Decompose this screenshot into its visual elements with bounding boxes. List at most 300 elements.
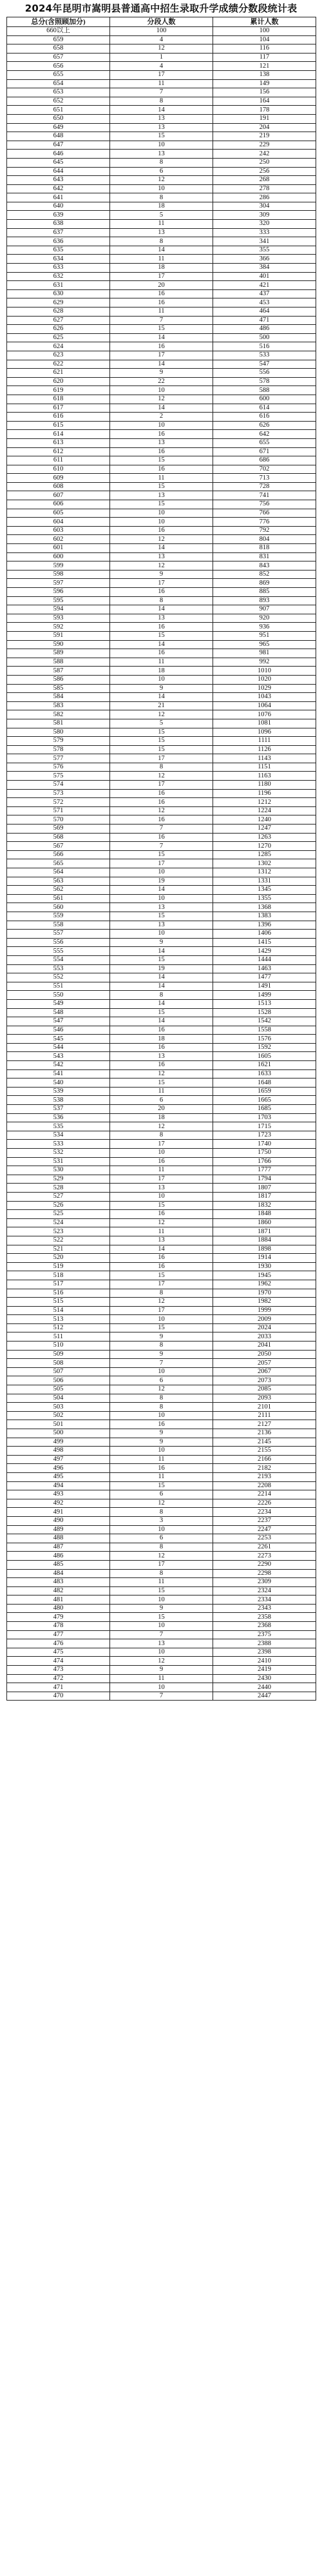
table-row (7, 184, 316, 193)
cell-cumulative-count: 1970 (213, 1289, 316, 1298)
cell-cumulative-count: 1914 (213, 1254, 316, 1263)
cell-cumulative-count: 2375 (213, 1630, 316, 1639)
cell-cumulative-count: 138 (213, 70, 316, 79)
cell-total-score: 537 (7, 1105, 110, 1114)
cell-cumulative-count: 1962 (213, 1280, 316, 1289)
cell-total-score: 580 (7, 728, 110, 737)
cell-segment-count: 14 (110, 246, 213, 255)
table-row (7, 552, 316, 561)
table-row (7, 298, 316, 307)
cell-cumulative-count: 1633 (213, 1069, 316, 1078)
cell-cumulative-count: 2208 (213, 1481, 316, 1490)
cell-cumulative-count: 1143 (213, 754, 316, 763)
cell-segment-count: 17 (110, 70, 213, 79)
cell-segment-count: 5 (110, 719, 213, 728)
cell-total-score: 553 (7, 964, 110, 973)
cell-cumulative-count: 1817 (213, 1192, 316, 1201)
table-row (7, 1411, 316, 1420)
cell-total-score: 503 (7, 1403, 110, 1412)
cell-total-score: 653 (7, 88, 110, 97)
cell-segment-count: 16 (110, 430, 213, 439)
cell-total-score: 650 (7, 114, 110, 123)
cell-segment-count: 13 (110, 491, 213, 500)
cell-cumulative-count: 1163 (213, 772, 316, 781)
cell-cumulative-count: 2073 (213, 1376, 316, 1385)
cell-cumulative-count: 401 (213, 272, 316, 281)
cell-total-score: 560 (7, 903, 110, 912)
table-row (7, 413, 316, 422)
cell-segment-count: 8 (110, 1131, 213, 1140)
table-row (7, 825, 316, 834)
table-row (7, 1218, 316, 1227)
table-row (7, 675, 316, 684)
cell-cumulative-count: 1396 (213, 921, 316, 930)
cell-total-score: 552 (7, 973, 110, 982)
table-body (7, 27, 316, 1701)
table-row (7, 947, 316, 956)
table-row (7, 1438, 316, 1447)
table-row (7, 781, 316, 790)
cell-cumulative-count: 2430 (213, 1674, 316, 1683)
table-row (7, 141, 316, 150)
cell-total-score: 470 (7, 1692, 110, 1701)
table-row (7, 894, 316, 903)
cell-segment-count: 19 (110, 877, 213, 886)
cell-cumulative-count: 453 (213, 298, 316, 307)
cell-cumulative-count: 1685 (213, 1105, 316, 1114)
table-row (7, 658, 316, 667)
table-row (7, 79, 316, 88)
cell-cumulative-count: 600 (213, 395, 316, 404)
cell-cumulative-count: 1659 (213, 1087, 316, 1096)
cell-total-score: 525 (7, 1210, 110, 1219)
cell-segment-count: 9 (110, 684, 213, 693)
cell-segment-count: 15 (110, 1078, 213, 1088)
table-row (7, 1639, 316, 1648)
table-row (7, 1262, 316, 1271)
table-row (7, 158, 316, 167)
header-cumulative-count: 累计人数 (213, 17, 316, 27)
table-row (7, 1157, 316, 1166)
cell-total-score: 654 (7, 79, 110, 88)
cell-total-score: 599 (7, 561, 110, 571)
table-row (7, 167, 316, 176)
cell-cumulative-count: 1415 (213, 938, 316, 947)
cell-segment-count: 17 (110, 859, 213, 868)
cell-cumulative-count: 320 (213, 220, 316, 229)
table-row (7, 430, 316, 439)
cell-cumulative-count: 1807 (213, 1184, 316, 1193)
cell-segment-count: 16 (110, 289, 213, 298)
cell-segment-count: 9 (110, 1429, 213, 1438)
table-row (7, 1595, 316, 1605)
cell-total-score: 509 (7, 1350, 110, 1359)
cell-segment-count: 14 (110, 1017, 213, 1026)
cell-cumulative-count: 804 (213, 535, 316, 544)
cell-cumulative-count: 1196 (213, 789, 316, 798)
cell-total-score: 515 (7, 1298, 110, 1307)
cell-total-score: 558 (7, 921, 110, 930)
cell-total-score: 472 (7, 1674, 110, 1683)
table-row (7, 1516, 316, 1525)
cell-segment-count: 12 (110, 806, 213, 815)
table-row (7, 1298, 316, 1307)
cell-segment-count: 16 (110, 1464, 213, 1473)
cell-segment-count: 15 (110, 1481, 213, 1490)
cell-total-score: 478 (7, 1622, 110, 1631)
cell-total-score: 614 (7, 430, 110, 439)
cell-segment-count: 19 (110, 964, 213, 973)
cell-cumulative-count: 818 (213, 544, 316, 553)
cell-segment-count: 16 (110, 1420, 213, 1429)
cell-segment-count: 7 (110, 825, 213, 834)
table-row (7, 509, 316, 518)
table-row (7, 1140, 316, 1149)
table-row (7, 228, 316, 237)
cell-cumulative-count: 2166 (213, 1455, 316, 1464)
cell-total-score: 609 (7, 474, 110, 483)
cell-total-score: 631 (7, 281, 110, 290)
cell-total-score: 601 (7, 544, 110, 553)
table-row (7, 1464, 316, 1473)
cell-cumulative-count: 164 (213, 97, 316, 106)
cell-cumulative-count: 547 (213, 360, 316, 369)
cell-total-score: 473 (7, 1666, 110, 1675)
cell-total-score: 657 (7, 53, 110, 62)
cell-cumulative-count: 920 (213, 614, 316, 623)
table-row (7, 1315, 316, 1324)
cell-segment-count: 18 (110, 1113, 213, 1122)
cell-cumulative-count: 191 (213, 114, 316, 123)
cell-cumulative-count: 951 (213, 631, 316, 640)
table-row (7, 1666, 316, 1675)
cell-total-score: 519 (7, 1262, 110, 1271)
cell-segment-count: 16 (110, 623, 213, 632)
cell-segment-count: 14 (110, 360, 213, 369)
cell-cumulative-count: 304 (213, 202, 316, 211)
cell-total-score: 570 (7, 815, 110, 825)
cell-total-score: 530 (7, 1166, 110, 1175)
table-row (7, 289, 316, 298)
cell-segment-count: 12 (110, 561, 213, 571)
cell-cumulative-count: 2193 (213, 1472, 316, 1481)
cell-cumulative-count: 1383 (213, 912, 316, 921)
table-row (7, 333, 316, 342)
cell-segment-count: 9 (110, 1332, 213, 1342)
cell-total-score: 565 (7, 859, 110, 868)
cell-cumulative-count: 992 (213, 658, 316, 667)
cell-total-score: 569 (7, 825, 110, 834)
cell-total-score: 496 (7, 1464, 110, 1473)
cell-cumulative-count: 2440 (213, 1683, 316, 1692)
cell-total-score: 591 (7, 631, 110, 640)
cell-total-score: 589 (7, 649, 110, 658)
table-row (7, 614, 316, 623)
table-row (7, 728, 316, 737)
cell-cumulative-count: 1794 (213, 1175, 316, 1184)
table-row (7, 737, 316, 746)
cell-segment-count: 14 (110, 886, 213, 895)
cell-segment-count: 3 (110, 1516, 213, 1525)
table-row (7, 719, 316, 728)
cell-cumulative-count: 2388 (213, 1639, 316, 1648)
cell-cumulative-count: 2041 (213, 1342, 316, 1351)
cell-total-score: 500 (7, 1429, 110, 1438)
cell-total-score: 638 (7, 220, 110, 229)
cell-cumulative-count: 1076 (213, 710, 316, 719)
cell-segment-count: 16 (110, 1254, 213, 1263)
table-row (7, 1657, 316, 1666)
table-row (7, 710, 316, 719)
cell-segment-count: 11 (110, 255, 213, 264)
cell-segment-count: 17 (110, 1140, 213, 1149)
cell-segment-count: 8 (110, 237, 213, 246)
table-row (7, 772, 316, 781)
cell-cumulative-count: 2226 (213, 1499, 316, 1508)
cell-segment-count: 11 (110, 1578, 213, 1587)
table-row (7, 1499, 316, 1508)
cell-total-score: 603 (7, 526, 110, 535)
cell-segment-count: 10 (110, 675, 213, 684)
cell-total-score: 506 (7, 1376, 110, 1385)
cell-cumulative-count: 268 (213, 176, 316, 185)
cell-total-score: 543 (7, 1052, 110, 1061)
cell-segment-count: 13 (110, 614, 213, 623)
table-row (7, 1578, 316, 1587)
table-row (7, 754, 316, 763)
cell-cumulative-count: 1029 (213, 684, 316, 693)
cell-cumulative-count: 852 (213, 570, 316, 579)
cell-cumulative-count: 2273 (213, 1552, 316, 1561)
cell-total-score: 555 (7, 947, 110, 956)
cell-segment-count: 16 (110, 1262, 213, 1271)
cell-total-score: 510 (7, 1342, 110, 1351)
cell-cumulative-count: 2234 (213, 1508, 316, 1517)
cell-segment-count: 11 (110, 1472, 213, 1481)
cell-segment-count: 14 (110, 605, 213, 614)
cell-cumulative-count: 1270 (213, 842, 316, 851)
cell-total-score: 547 (7, 1017, 110, 1026)
cell-segment-count: 15 (110, 850, 213, 859)
cell-cumulative-count: 1999 (213, 1306, 316, 1315)
cell-cumulative-count: 1860 (213, 1218, 316, 1227)
table-row (7, 1289, 316, 1298)
score-distribution-table (6, 17, 316, 1701)
cell-total-score: 499 (7, 1438, 110, 1447)
cell-cumulative-count: 1345 (213, 886, 316, 895)
cell-segment-count: 16 (110, 1026, 213, 1035)
cell-cumulative-count: 936 (213, 623, 316, 632)
cell-total-score: 548 (7, 1008, 110, 1017)
table-row (7, 1394, 316, 1403)
table-row (7, 973, 316, 982)
cell-total-score: 584 (7, 693, 110, 702)
cell-segment-count: 20 (110, 281, 213, 290)
table-row (7, 325, 316, 334)
table-row (7, 1674, 316, 1683)
cell-total-score: 648 (7, 132, 110, 141)
cell-segment-count: 18 (110, 667, 213, 676)
cell-total-score: 622 (7, 360, 110, 369)
table-row (7, 456, 316, 465)
cell-total-score: 611 (7, 456, 110, 465)
cell-total-score: 539 (7, 1087, 110, 1096)
cell-cumulative-count: 1331 (213, 877, 316, 886)
cell-segment-count: 10 (110, 518, 213, 527)
cell-total-score: 566 (7, 850, 110, 859)
cell-cumulative-count: 2247 (213, 1525, 316, 1534)
cell-total-score: 587 (7, 667, 110, 676)
cell-segment-count: 17 (110, 272, 213, 281)
cell-total-score: 617 (7, 404, 110, 413)
cell-cumulative-count: 614 (213, 404, 316, 413)
cell-cumulative-count: 286 (213, 193, 316, 202)
cell-total-score: 620 (7, 377, 110, 386)
cell-cumulative-count: 1247 (213, 825, 316, 834)
cell-segment-count: 18 (110, 1035, 213, 1044)
cell-total-score: 493 (7, 1490, 110, 1499)
cell-segment-count: 8 (110, 991, 213, 1000)
cell-cumulative-count: 1355 (213, 894, 316, 903)
cell-cumulative-count: 2410 (213, 1657, 316, 1666)
table-row (7, 640, 316, 649)
table-row (7, 912, 316, 921)
cell-cumulative-count: 713 (213, 474, 316, 483)
cell-total-score: 480 (7, 1604, 110, 1613)
cell-cumulative-count: 831 (213, 552, 316, 561)
table-row (7, 97, 316, 106)
cell-segment-count: 13 (110, 123, 213, 132)
cell-cumulative-count: 1766 (213, 1157, 316, 1166)
table-row (7, 150, 316, 159)
cell-cumulative-count: 149 (213, 79, 316, 88)
cell-cumulative-count: 1064 (213, 701, 316, 710)
cell-segment-count: 15 (110, 1201, 213, 1210)
cell-segment-count: 13 (110, 1052, 213, 1061)
cell-total-score: 608 (7, 482, 110, 491)
cell-segment-count: 14 (110, 999, 213, 1008)
cell-cumulative-count: 178 (213, 106, 316, 115)
table-row (7, 176, 316, 185)
cell-total-score: 632 (7, 272, 110, 281)
cell-cumulative-count: 2398 (213, 1648, 316, 1657)
cell-total-score: 501 (7, 1420, 110, 1429)
header-segment-count: 分段人数 (110, 17, 213, 27)
table-row (7, 1306, 316, 1315)
table-row (7, 1604, 316, 1613)
cell-cumulative-count: 1930 (213, 1262, 316, 1271)
table-row (7, 903, 316, 912)
cell-cumulative-count: 1151 (213, 763, 316, 772)
table-row (7, 789, 316, 798)
cell-segment-count: 16 (110, 588, 213, 597)
cell-cumulative-count: 104 (213, 35, 316, 44)
cell-total-score: 624 (7, 342, 110, 351)
cell-total-score: 658 (7, 44, 110, 54)
cell-cumulative-count: 2093 (213, 1394, 316, 1403)
cell-total-score: 616 (7, 413, 110, 422)
cell-total-score: 507 (7, 1367, 110, 1376)
cell-segment-count: 100 (110, 27, 213, 36)
table-row (7, 1017, 316, 1026)
cell-segment-count: 11 (110, 474, 213, 483)
table-row (7, 667, 316, 676)
cell-cumulative-count: 2182 (213, 1464, 316, 1473)
cell-segment-count: 13 (110, 1639, 213, 1648)
table-row (7, 1385, 316, 1394)
table-row (7, 1175, 316, 1184)
cell-cumulative-count: 2237 (213, 1516, 316, 1525)
cell-total-score: 577 (7, 754, 110, 763)
cell-cumulative-count: 2419 (213, 1666, 316, 1675)
cell-total-score: 606 (7, 500, 110, 509)
cell-cumulative-count: 1558 (213, 1026, 316, 1035)
cell-segment-count: 15 (110, 1586, 213, 1595)
cell-cumulative-count: 556 (213, 369, 316, 378)
cell-cumulative-count: 486 (213, 325, 316, 334)
cell-segment-count: 10 (110, 141, 213, 150)
table-row (7, 106, 316, 115)
table-row (7, 1481, 316, 1490)
cell-total-score: 483 (7, 1578, 110, 1587)
table-row (7, 1350, 316, 1359)
cell-segment-count: 10 (110, 1192, 213, 1201)
cell-segment-count: 16 (110, 798, 213, 807)
cell-total-score: 564 (7, 868, 110, 877)
cell-cumulative-count: 2253 (213, 1534, 316, 1543)
table-row (7, 132, 316, 141)
cell-segment-count: 13 (110, 1184, 213, 1193)
cell-cumulative-count: 1368 (213, 903, 316, 912)
table-row (7, 421, 316, 430)
cell-cumulative-count: 1224 (213, 806, 316, 815)
table-row (7, 1420, 316, 1429)
table-row (7, 833, 316, 842)
cell-cumulative-count: 1715 (213, 1122, 316, 1131)
cell-cumulative-count: 2358 (213, 1613, 316, 1622)
cell-cumulative-count: 1081 (213, 719, 316, 728)
table-row (7, 1026, 316, 1035)
table-row (7, 264, 316, 273)
cell-segment-count: 15 (110, 737, 213, 746)
cell-cumulative-count: 1945 (213, 1271, 316, 1280)
cell-total-score: 602 (7, 535, 110, 544)
cell-segment-count: 10 (110, 894, 213, 903)
cell-total-score: 649 (7, 123, 110, 132)
cell-segment-count: 12 (110, 176, 213, 185)
table-row (7, 1359, 316, 1368)
cell-total-score: 590 (7, 640, 110, 649)
cell-cumulative-count: 2127 (213, 1420, 316, 1429)
cell-cumulative-count: 1528 (213, 1008, 316, 1017)
table-row (7, 693, 316, 702)
table-row (7, 342, 316, 351)
table-row (7, 1113, 316, 1122)
cell-segment-count: 12 (110, 772, 213, 781)
cell-total-score: 592 (7, 623, 110, 632)
cell-cumulative-count: 2024 (213, 1323, 316, 1332)
cell-total-score: 594 (7, 605, 110, 614)
cell-total-score: 529 (7, 1175, 110, 1184)
cell-total-score: 642 (7, 184, 110, 193)
cell-segment-count: 11 (110, 1227, 213, 1236)
cell-total-score: 521 (7, 1245, 110, 1254)
cell-segment-count: 14 (110, 982, 213, 991)
cell-total-score: 474 (7, 1657, 110, 1666)
cell-total-score: 636 (7, 237, 110, 246)
cell-cumulative-count: 500 (213, 333, 316, 342)
cell-cumulative-count: 278 (213, 184, 316, 193)
